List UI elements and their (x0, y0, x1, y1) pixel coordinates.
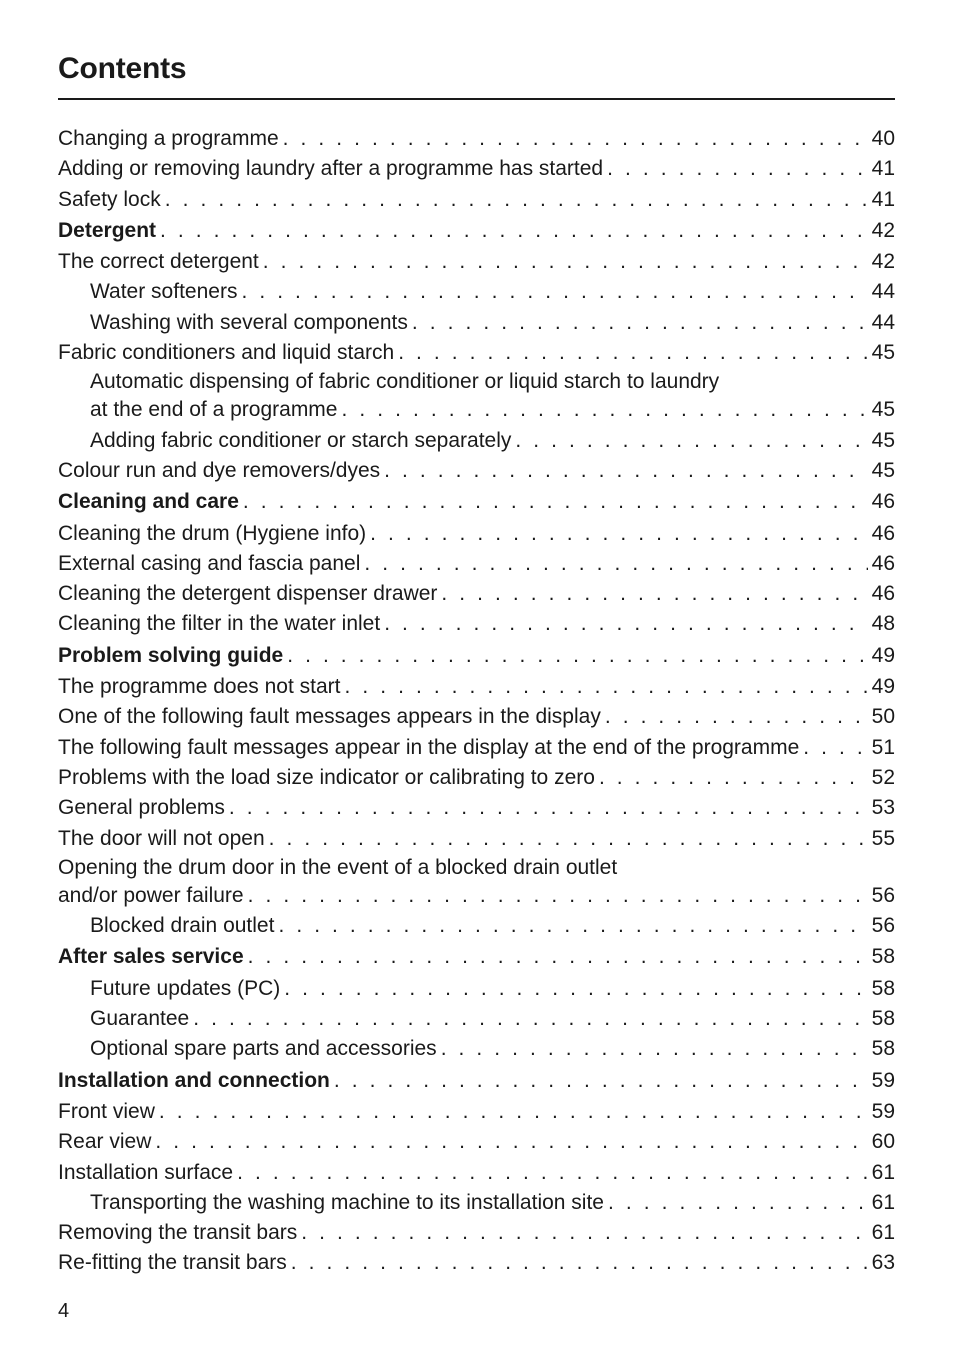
toc-entry-page: 56 (871, 914, 895, 938)
toc-entry[interactable] (58, 519, 895, 549)
toc-entry-page: 59 (871, 1068, 895, 1092)
toc-entry-page: 50 (871, 705, 895, 729)
toc-entry-page: 46 (871, 582, 895, 606)
toc-entry-title: Re-fitting the transit bars (58, 1251, 287, 1275)
dot-leader (441, 1034, 868, 1064)
toc-entry-title: One of the following fault messages appears in the display (58, 705, 601, 729)
toc-entry[interactable] (58, 1097, 895, 1127)
toc-entry[interactable] (58, 247, 895, 277)
toc-entry-page: 48 (871, 612, 895, 636)
toc-entry-title: General problems (58, 796, 225, 820)
toc-entry-page: 51 (871, 735, 895, 759)
toc-entry[interactable] (58, 277, 895, 307)
toc-entry-page: 41 (871, 187, 895, 211)
dot-leader (605, 702, 868, 732)
dot-leader (159, 1097, 868, 1127)
toc-entry-title: at the end of a programme (90, 398, 338, 422)
toc-entry-title: Rear view (58, 1130, 152, 1154)
toc-entry[interactable] (58, 368, 895, 425)
dot-leader (284, 974, 867, 1004)
dot-leader (237, 1158, 868, 1188)
toc-entry-title: Safety lock (58, 187, 161, 211)
toc-entry-page: 45 (871, 458, 895, 482)
toc-entry-page: 58 (871, 976, 895, 1000)
toc-entry[interactable] (58, 308, 895, 338)
toc-entry-title: Problems with the load size indicator or calibrating to zero (58, 765, 595, 789)
toc-section-heading[interactable] (58, 215, 895, 247)
toc-entry-page: 45 (871, 341, 895, 365)
toc-entry[interactable] (58, 854, 895, 911)
toc-entry-title: Adding fabric conditioner or starch separately (90, 428, 512, 452)
toc-entry-title: Fabric conditioners and liquid starch (58, 341, 395, 365)
toc-entry[interactable] (58, 733, 895, 763)
dot-leader (384, 609, 867, 639)
toc-entry-title: Installation surface (58, 1160, 234, 1184)
title-underline (58, 98, 895, 100)
dot-leader (248, 881, 868, 911)
toc-entry-title: Detergent (58, 218, 157, 242)
toc-entry-title: Changing a programme (58, 127, 279, 150)
toc-entry-title-line: Opening the drum door in the event of a blocked drain outlet (58, 855, 618, 879)
page-title: Contents (58, 52, 187, 85)
toc-entry-page: 46 (871, 551, 895, 575)
toc-section-heading[interactable] (58, 640, 895, 672)
dot-leader (398, 338, 867, 368)
dot-leader (599, 763, 868, 793)
toc-entry-title: External casing and fascia panel (58, 551, 361, 575)
toc-entry[interactable] (58, 1004, 895, 1034)
toc-entry-page: 61 (871, 1221, 895, 1245)
toc-entry[interactable] (58, 702, 895, 732)
toc-entry-title: Cleaning and care (58, 490, 239, 514)
toc-entry-title: Transporting the washing machine to its installation site (90, 1190, 604, 1214)
toc-entry-page: 40 (871, 127, 895, 150)
toc-entry[interactable] (58, 974, 895, 1004)
toc-entry-title: Removing the transit bars (58, 1221, 298, 1245)
toc-entry-page: 46 (871, 490, 895, 514)
toc-entry[interactable] (58, 1218, 895, 1248)
toc-entry-page: 58 (871, 1037, 895, 1061)
dot-leader (803, 733, 867, 763)
toc-entry-page: 49 (871, 643, 895, 667)
toc-entry[interactable] (58, 1127, 895, 1157)
toc-entry-title-line: Automatic dispensing of fabric conditioner or liquid starch to laundry (90, 370, 720, 394)
toc-entry-page: 58 (871, 1007, 895, 1031)
toc-entry[interactable] (58, 124, 895, 154)
toc-entry-title: After sales service (58, 945, 244, 969)
toc-section-heading[interactable] (58, 486, 895, 518)
toc-entry[interactable] (58, 1188, 895, 1218)
dot-leader (334, 1065, 868, 1097)
toc-entry-page: 45 (871, 428, 895, 452)
dot-leader (165, 185, 868, 215)
toc-entry-page: 52 (871, 765, 895, 789)
dot-leader (160, 215, 868, 247)
toc-section-heading[interactable] (58, 1065, 895, 1097)
toc-entry-title: Colour run and dye removers/dyes (58, 458, 381, 482)
dot-leader (283, 124, 868, 154)
toc-entry[interactable] (58, 456, 895, 486)
dot-leader (155, 1127, 867, 1157)
toc-entry-page: 45 (871, 398, 895, 422)
toc-entry-page: 53 (871, 796, 895, 820)
dot-leader (241, 277, 867, 307)
dot-leader (301, 1218, 867, 1248)
toc-entry[interactable] (58, 911, 895, 941)
toc-entry[interactable] (58, 763, 895, 793)
toc-entry-title: Adding or removing laundry after a programme has started (58, 157, 604, 181)
toc-entry-page: 60 (871, 1130, 895, 1154)
dot-leader (278, 911, 867, 941)
toc-entry-title: Guarantee (90, 1007, 190, 1031)
toc-entry-page: 58 (871, 945, 895, 969)
dot-leader (263, 247, 868, 277)
dot-leader (608, 1188, 868, 1218)
toc-entry[interactable] (58, 579, 895, 609)
toc-entry-title: Problem solving guide (58, 643, 284, 667)
toc-entry-title: Cleaning the filter in the water inlet (58, 612, 381, 636)
toc-entry-title: The correct detergent (58, 250, 259, 274)
dot-leader (370, 519, 867, 549)
dot-leader (341, 395, 867, 425)
toc-entry[interactable] (58, 609, 895, 639)
dot-leader (412, 308, 868, 338)
toc-entry-title: Future updates (PC) (90, 976, 281, 1000)
dot-leader (193, 1004, 867, 1034)
toc-entry-title: Installation and connection (58, 1068, 330, 1092)
toc-entry-page: 49 (871, 675, 895, 699)
toc-entry[interactable] (58, 549, 895, 579)
toc-entry[interactable] (58, 793, 895, 823)
toc-entry-title: Front view (58, 1099, 155, 1123)
toc-entry-page: 63 (871, 1251, 895, 1275)
toc-entry-page: 61 (871, 1190, 895, 1214)
toc-entry[interactable] (58, 426, 895, 456)
toc-entry-page: 41 (871, 157, 895, 181)
toc-entry-page: 42 (871, 250, 895, 274)
page-number: 4 (58, 1300, 70, 1322)
dot-leader (441, 579, 867, 609)
dot-leader (607, 154, 868, 184)
toc-entry-title: The following fault messages appear in the display at the end of the programme (58, 735, 800, 759)
toc-entry[interactable] (58, 672, 895, 702)
toc-entry-title: The door will not open (58, 826, 265, 850)
toc-entry[interactable] (58, 1034, 895, 1064)
toc-entry-title: The programme does not start (58, 675, 341, 699)
toc-entry-title: and/or power failure (58, 883, 244, 907)
toc-entry[interactable] (58, 1248, 895, 1278)
toc-entry-page: 55 (871, 826, 895, 850)
toc-entry[interactable] (58, 185, 895, 215)
toc-entry[interactable] (58, 824, 895, 854)
toc-entry-page: 61 (871, 1160, 895, 1184)
toc-entry-title: Cleaning the drum (Hygiene info) (58, 521, 367, 545)
toc-entry[interactable] (58, 338, 895, 368)
dot-leader (269, 824, 868, 854)
toc-entry-page: 42 (871, 218, 895, 242)
toc-entry-page: 46 (871, 521, 895, 545)
toc-entry[interactable] (58, 1158, 895, 1188)
toc-entry-page: 56 (871, 883, 895, 907)
toc-entry-page: 44 (871, 310, 895, 334)
dot-leader (384, 456, 867, 486)
toc-entry-title: Cleaning the detergent dispenser drawer (58, 582, 438, 606)
toc-entry-title: Optional spare parts and accessories (90, 1037, 437, 1061)
toc-entry-title: Blocked drain outlet (90, 914, 275, 938)
dot-leader (243, 486, 868, 518)
toc-entry-page: 44 (871, 280, 895, 304)
dot-leader (248, 941, 868, 973)
toc-entry-page: 59 (871, 1099, 895, 1123)
dot-leader (364, 549, 867, 579)
dot-leader (229, 793, 868, 823)
dot-leader (287, 640, 867, 672)
toc-entry-title: Washing with several components (90, 310, 408, 334)
table-of-contents (58, 124, 895, 1279)
toc-entry-title: Water softeners (90, 280, 238, 304)
toc-entry[interactable] (58, 154, 895, 184)
dot-leader (515, 426, 867, 456)
toc-section-heading[interactable] (58, 941, 895, 973)
dot-leader (344, 672, 867, 702)
dot-leader (291, 1248, 868, 1278)
